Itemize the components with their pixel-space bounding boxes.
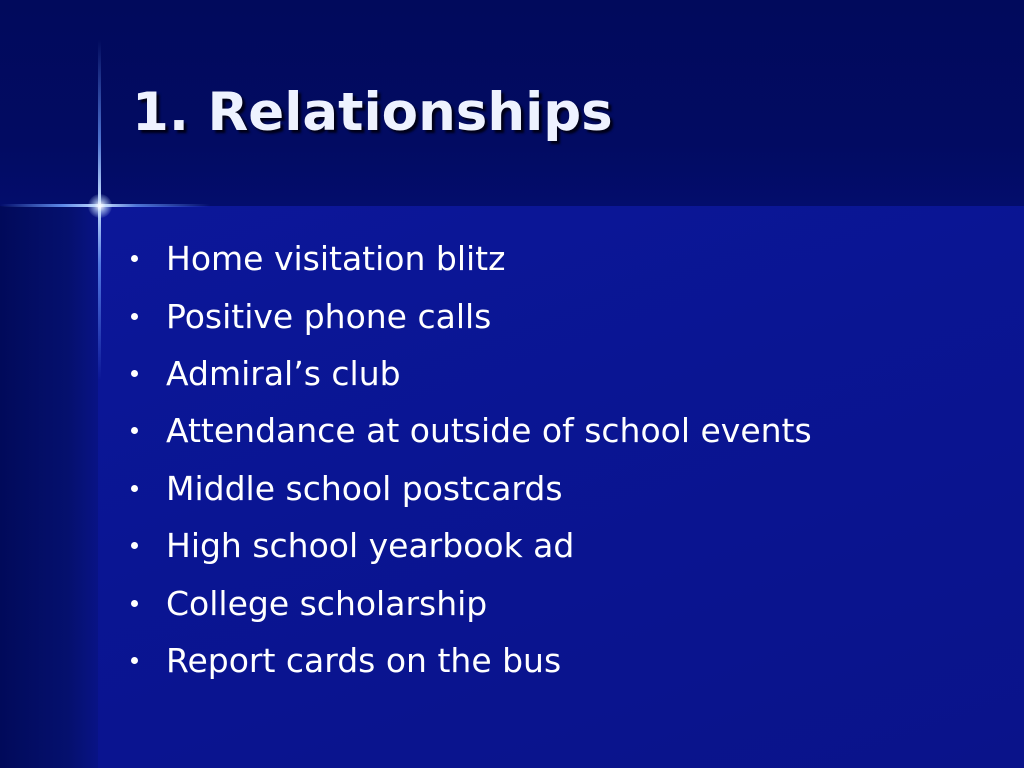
sparkle-cross-icon (88, 194, 112, 218)
bullet-dot-icon (131, 657, 138, 664)
bullet-label: Attendance at outside of school events (166, 411, 812, 451)
bullet-label: High school yearbook ad (166, 526, 575, 566)
bullet-dot-icon (131, 313, 138, 320)
bullet-item (128, 460, 812, 517)
bullet-dot-icon (131, 485, 138, 492)
bullet-item (128, 517, 812, 574)
bullet-dot-icon (131, 427, 138, 434)
bullet-label: Report cards on the bus (166, 640, 562, 680)
bullet-label: Positive phone calls (166, 296, 492, 336)
bullet-label: Home visitation blitz (166, 239, 506, 279)
bullet-item (128, 402, 812, 459)
bullet-dot-icon (131, 255, 138, 262)
bullet-list (128, 230, 812, 689)
bullet-item (128, 345, 812, 402)
bullet-label: Middle school postcards (166, 468, 563, 508)
bullet-item (128, 287, 812, 344)
bullet-item (128, 574, 812, 631)
bullet-label: College scholarship (166, 583, 488, 623)
slide-title: 1. Relationships (132, 82, 613, 143)
bullet-label: Admiral’s club (166, 353, 401, 393)
bullet-dot-icon (131, 542, 138, 549)
bullet-dot-icon (131, 370, 138, 377)
bullet-item (128, 632, 812, 689)
bullet-dot-icon (131, 600, 138, 607)
bullet-item (128, 230, 812, 287)
